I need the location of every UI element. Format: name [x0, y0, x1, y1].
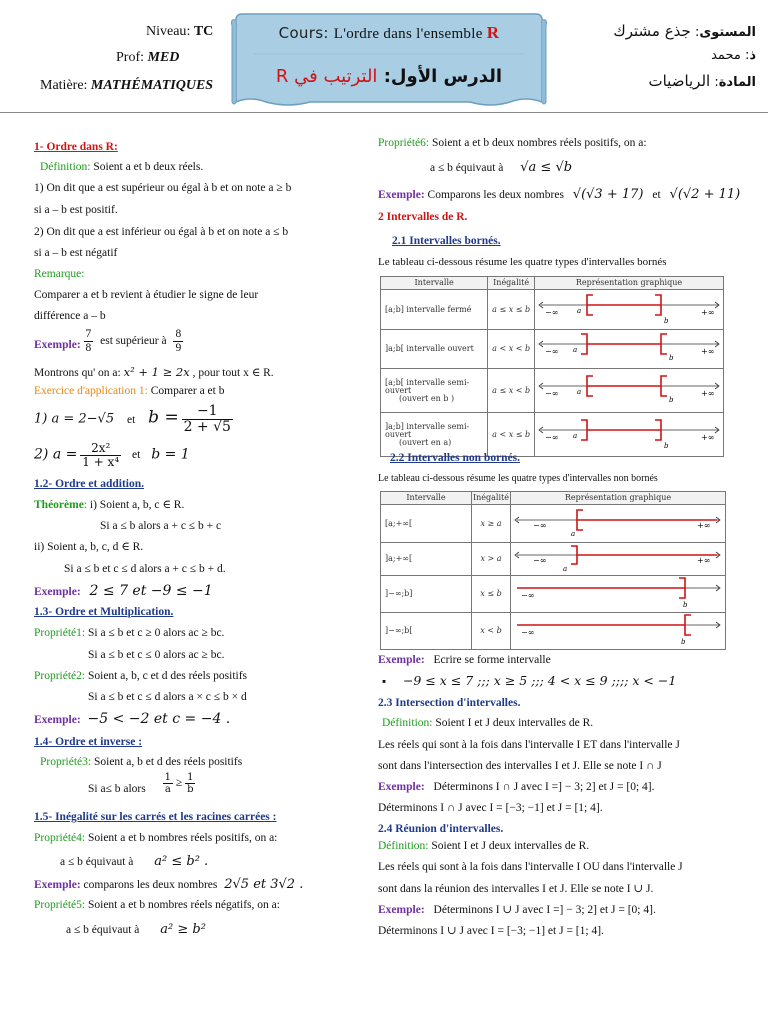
plus-infinity-label: +∞: [701, 307, 715, 317]
cours-title: L'ordre dans l'ensemble: [333, 26, 483, 42]
property-statement: a ≤ b équivaut à: [60, 856, 134, 868]
example-label: Exemple: [378, 904, 421, 916]
example-text: Déterminons I ∪ J avec I = [−3; −1] et J = [1; 4].: [378, 925, 604, 937]
point-b-label: b: [664, 441, 669, 450]
prof-line: Prof: MED: [116, 50, 180, 65]
theorem-text: ii) Soient a, b, c, d ∈ R.: [34, 541, 144, 553]
interval-inequality: x ≥ a: [472, 505, 511, 543]
property-6: Propriété6: Soient a et b deux nombres réels positifs, on a:: [378, 137, 647, 149]
exercise-1-item-1: [34, 404, 233, 436]
example-5: Exemple: Comparons les deux nombres √(√3 + 17) et √(√2 + 11): [378, 187, 741, 202]
example-expr: √(√2 + 11): [669, 187, 741, 202]
banner-course-title: Cours: L'ordre dans l'ensemble R: [278, 23, 500, 42]
arabic-teacher-label: ذ: [749, 48, 756, 63]
minus-infinity-label: −∞: [545, 432, 559, 442]
example-text: Ecrire se forme intervalle: [433, 654, 551, 666]
montrons-text: Montrons qu' on a: [34, 367, 118, 379]
minus-infinity-label: −∞: [533, 556, 547, 565]
interval-graph: [511, 505, 726, 543]
exercise-expr: 1) a = 2−√5: [34, 411, 115, 427]
point-b-label: b: [669, 354, 674, 362]
property-expr: √a ≤ √b: [520, 160, 573, 175]
definition-text: Soient I et J deux intervalles de R.: [435, 717, 594, 729]
section-1-5-title: 1.5- Inégalité sur les carrés et les racines carrées :: [34, 811, 277, 823]
table-row: [381, 369, 724, 413]
banner-arabic-title: الدرس الأول: الترتيب في R: [275, 66, 503, 87]
interval-inequality: a < x < b: [488, 330, 535, 369]
property-4-statement: [60, 855, 208, 869]
remark-label-line: Remarque:: [34, 268, 85, 280]
example-text: comparons les deux nombres: [83, 879, 218, 891]
table-row: [381, 330, 724, 369]
table-header: Intervalle: [381, 277, 488, 290]
example-label: Exemple: [378, 654, 421, 666]
property-statement: Si a≤ b alors: [88, 783, 146, 796]
property-label: Propriété2: [34, 670, 82, 682]
fraction-numerator: 1: [185, 772, 195, 784]
definition-label: Définition: [40, 161, 88, 173]
property-text: Soient a et b nombres réels négatifs, on a:: [87, 899, 280, 911]
definition-1: Définition: Soient a et b deux réels.: [40, 161, 204, 173]
section-2-1-title: 2.1 Intervalles bornés.: [392, 235, 501, 247]
matiere-line: Matière: MATHÉMATIQUES: [40, 78, 214, 93]
interval-sub: (ouvert en a): [399, 437, 452, 447]
interval-inequality: x < b: [472, 613, 511, 650]
property-statement: Si a ≤ b et c ≤ d alors a × c ≤ b × d: [88, 691, 247, 703]
point-a-label: a: [577, 306, 582, 315]
property-statement: a ≤ b équivaut à: [66, 924, 140, 936]
example-7: Exemple: Déterminons I ∩ J avec I =] − 3; 2] et J = [0; 4].: [378, 781, 655, 793]
property-expr: a² ≥ b²: [160, 922, 206, 937]
minus-infinity-label: −∞: [545, 307, 559, 317]
section-2-title: 2 Intervalles de R.: [378, 211, 468, 223]
section-2-3-title: 2.3 Intersection d'intervalles.: [378, 697, 521, 709]
minus-infinity-label: −∞: [521, 591, 535, 600]
example-8: Exemple: Déterminons I ∪ J avec I =] − 3; 2] et J = [0; 4].: [378, 904, 656, 916]
interval-sub: (ouvert en b ): [399, 393, 455, 403]
section-2-4-title: 2.4 Réunion d'intervalles.: [378, 823, 504, 835]
property-4: Propriété4: Soient a et b nombres réels positifs, on a:: [34, 832, 278, 844]
example-expr: −5 < −2 et c = −4 .: [87, 711, 231, 727]
number-line-a-closed-inf: [511, 506, 725, 540]
table-row: [381, 576, 726, 613]
montrons-line: Montrons qu' on a: x² + 1 ≥ 2x , pour tout x ∈ R.: [34, 365, 274, 379]
plus-infinity-label: +∞: [701, 388, 715, 398]
montrons-text: , pour tout x ∈ R.: [192, 367, 274, 379]
bullet-icon: ▪: [382, 676, 387, 688]
example-expr: −9 ≤ x ≤ 7 ;;; x ≥ 5 ;;; 4 < x ≤ 9 ;;;; x < −1: [402, 673, 677, 688]
definition-line: si a – b est positif.: [34, 204, 118, 216]
table-header: Représentation graphique: [511, 492, 726, 505]
theorem-statement: Si a ≤ b et c ≤ d alors a + c ≤ b + d.: [64, 563, 226, 575]
property-label: Propriété5: [34, 899, 82, 911]
property-statement: Si a ≤ b et c ≤ 0 alors ac ≥ bc.: [88, 649, 225, 661]
example-text: Déterminons I ∩ J avec I = [−3; −1] et J = [1; 4].: [378, 802, 603, 814]
fraction-denominator: 2 + √5: [183, 419, 231, 436]
theorem-statement: Si a ≤ b alors a + c ≤ b + c: [100, 520, 222, 532]
niveau-label: Niveau: [146, 24, 187, 39]
exercise-label: Exercice d'application 1: [34, 385, 145, 397]
interval-name: [a;b] intervalle fermé: [381, 290, 488, 330]
section-1-title: 1- Ordre dans R:: [34, 141, 118, 153]
matiere-label: Matière: [40, 78, 84, 93]
property-label: Propriété4: [34, 832, 82, 844]
arabic-teacher-line: ذ: محمد: [711, 48, 756, 63]
property-2: Propriété2: Soient a, b, c et d des réels positifs: [34, 670, 248, 682]
number-line-open: [535, 330, 723, 366]
remark-text: différence a – b: [34, 310, 106, 322]
interval-name: ]a;b] intervalle semi-ouvert: [385, 421, 470, 439]
fraction-2x2: [80, 442, 121, 469]
unbounded-intervals-table: [380, 491, 726, 650]
remark-text: Comparer a et b revient à étudier le signe de leur: [34, 289, 259, 301]
plus-infinity-label: +∞: [701, 432, 715, 442]
bounded-intervals-table: [380, 276, 724, 457]
table-row: [381, 290, 724, 330]
property-text: Soient a et b deux nombres réels positifs, on a:: [431, 137, 647, 149]
interval-inequality: a ≤ x ≤ b: [488, 290, 535, 330]
plus-infinity-label: +∞: [701, 347, 715, 356]
minus-infinity-label: −∞: [545, 388, 559, 398]
example-6: Exemple: Ecrire se forme intervalle: [378, 654, 551, 666]
arabic-level-line: المستوى: جذع مشترك: [613, 22, 756, 40]
table-row: [381, 613, 726, 650]
number-line-inf-b-open: [511, 613, 725, 647]
point-b-label: b: [681, 638, 686, 646]
arabic-subject-value: الرياضيات: [648, 72, 711, 90]
point-a-label: a: [571, 529, 576, 538]
exercise-et: et: [132, 449, 141, 462]
point-b-label: b: [669, 395, 674, 404]
section-2-2-title: 2.2 Intervalles non bornés.: [390, 452, 521, 464]
example-label: Exemple: [34, 586, 77, 598]
matiere-value: MATHÉMATIQUES: [90, 78, 214, 93]
example-3: Exemple: −5 < −2 et c = −4 .: [34, 711, 231, 727]
table-header-row: [381, 492, 726, 505]
section-1-2-title: 1.2- Ordre et addition.: [34, 478, 144, 490]
property-statement: a ≤ b équivaut à: [430, 162, 504, 174]
exercise-et: et: [126, 413, 136, 426]
fraction-denominator: a: [164, 784, 171, 795]
fraction-denominator: 8: [85, 341, 92, 354]
minus-infinity-label: −∞: [533, 520, 547, 530]
number-line-half-open-right: [535, 372, 723, 408]
fraction-denominator: b: [187, 784, 194, 795]
interval-graph: [535, 330, 724, 369]
interval-graph: [511, 576, 726, 613]
fraction-1-b: [185, 772, 195, 795]
point-a-label: a: [573, 431, 578, 440]
arabic-lesson-label: الدرس الأول: [390, 66, 503, 87]
fraction-denominator: 9: [175, 341, 182, 354]
theorem: Théorème: i) Soient a, b, c ∈ R.: [34, 499, 185, 511]
property-1: Propriété1: Si a ≤ b et c ≥ 0 alors ac ≥ bc.: [34, 627, 225, 639]
definition-3: Définition: Soient I et J deux intervalles de R.: [378, 840, 590, 852]
fraction-1-a: [163, 772, 173, 795]
interval-graph: [535, 290, 724, 330]
definition-line: Les réels qui sont à la fois dans l'intervalle I ET dans l'intervalle J: [378, 739, 680, 751]
fraction-b: [182, 404, 233, 436]
point-b-label: b: [664, 316, 669, 325]
interval-graph: [535, 369, 724, 413]
interval-name: ]a;+∞[: [381, 543, 472, 576]
section-1-4-title: 1.4- Ordre et inverse :: [34, 736, 143, 748]
arabic-subject-label: المادة: [718, 75, 756, 90]
table-header: Représentation graphique: [535, 277, 724, 290]
property-expr: a² ≤ b² .: [154, 854, 209, 869]
interval-inequality: a < x ≤ b: [488, 413, 535, 457]
example-1: Exemple: $\frac{7}{8}$ est supérieur à $\frac{8}{9}$: [34, 328, 182, 354]
prof-value: MED: [147, 50, 180, 65]
property-text: Si a ≤ b et c ≥ 0 alors ac ≥ bc.: [87, 627, 225, 639]
interval-name: [a;b[ intervalle semi-ouvert: [385, 377, 470, 395]
fraction-numerator: −1: [182, 404, 233, 420]
example-2: Exemple: 2 ≤ 7 et −9 ≤ −1: [34, 583, 213, 599]
example-text: Déterminons I ∪ J avec I =] − 3; 2] et J = [0; 4].: [433, 904, 656, 916]
niveau-value: TC: [193, 24, 214, 39]
example-expr: 2√5 et 3√2 .: [224, 877, 304, 892]
example-label: Exemple: [34, 714, 77, 726]
montrons-expr: x² + 1 ≥ 2x: [123, 365, 190, 379]
theorem-text: i) Soient a, b, c ∈ R.: [89, 499, 185, 511]
niveau-line: Niveau: TC: [146, 24, 214, 39]
fraction-7-8: [84, 328, 94, 354]
cours-set-symbol: R: [486, 23, 500, 42]
exercise-expr: b = 1: [151, 446, 190, 463]
table-header: Inégalité: [472, 492, 511, 505]
definition-text: Soient a et b deux réels.: [93, 161, 204, 173]
definition-line: 2) On dit que a est inférieur ou égal à b et on note a ≤ b: [34, 226, 289, 238]
interval-graph: [511, 543, 726, 576]
example-text: Déterminons I ∩ J avec I =] − 3; 2] et J = [0; 4].: [433, 781, 655, 793]
point-a-label: a: [573, 346, 578, 354]
table-header-row: [381, 277, 724, 290]
interval-name: [a;+∞[: [381, 505, 472, 543]
example-et: et: [652, 189, 661, 201]
example-label: Exemple: [34, 338, 77, 351]
interval-name: ]−∞;b]: [381, 576, 472, 613]
example-text: est supérieur à: [100, 334, 167, 347]
right-column: [378, 0, 748, 1024]
definition-2: Définition: Soient I et J deux intervalles de R.: [382, 717, 594, 729]
property-label: Propriété1: [34, 627, 82, 639]
example-expr: √(√3 + 17): [572, 187, 644, 202]
interval-name: ]−∞;b[: [381, 613, 472, 650]
interval-graph: [511, 613, 726, 650]
cours-label: Cours: [278, 24, 324, 42]
property-text: Soient a, b et d des réels positifs: [93, 756, 243, 768]
fraction-numerator: 7: [85, 328, 92, 340]
example-label: Exemple: [34, 879, 77, 891]
table-row: [381, 505, 726, 543]
definition-line: Les réels qui sont à la fois dans l'intervalle I OU dans l'intervalle J: [378, 861, 683, 873]
example-label: Exemple: [378, 189, 421, 201]
number-line-inf-b-closed: [511, 576, 725, 610]
property-label: Propriété6: [378, 137, 426, 149]
exercise-expr: 2) a =: [34, 446, 78, 463]
point-a-label: a: [577, 387, 582, 396]
fraction-denominator: 1 + x⁴: [82, 455, 120, 470]
definition-label: Définition: [378, 840, 426, 852]
definition-line: sont dans la réunion des intervalles I et J. Elle se note I ∪ J.: [378, 883, 654, 895]
table-header: Inégalité: [488, 277, 535, 290]
property-label: Propriété3: [40, 756, 88, 768]
section-2-1-text: Le tableau ci-dessous résume les quatre types d'intervalles bornés: [378, 256, 667, 268]
property-text: Soient a, b, c et d des réels positifs: [87, 670, 248, 682]
number-line-half-open-left: [535, 416, 723, 452]
property-text: Soient a et b nombres réels positifs, on a:: [87, 832, 278, 844]
fraction-8-9: [173, 328, 183, 354]
arabic-set-symbol: R: [275, 66, 289, 87]
fraction-numerator: 8: [175, 328, 182, 340]
left-column: [34, 0, 374, 1024]
section-1-3-title: 1.3- Ordre et Multiplication.: [34, 606, 174, 618]
property-5: Propriété5: Soient a et b nombres réels négatifs, on a:: [34, 899, 280, 911]
definition-text: Soient I et J deux intervalles de R.: [431, 840, 590, 852]
property-6-statement: [430, 161, 572, 175]
exercise-text: Comparer a et b: [150, 385, 225, 397]
interval-graph: [535, 413, 724, 457]
example-label: Exemple: [378, 781, 421, 793]
plus-infinity-label: +∞: [697, 520, 711, 530]
interval-name-cell: [381, 369, 488, 413]
minus-infinity-label: −∞: [545, 347, 559, 356]
property-3: Propriété3: Soient a, b et d des réels positifs: [40, 756, 243, 768]
table-row: [381, 543, 726, 576]
prof-label: Prof: [116, 50, 141, 65]
arabic-level-label: المستوى: [699, 25, 756, 40]
arabic-teacher-value: محمد: [711, 48, 741, 63]
definition-line: 1) On dit que a est supérieur ou égal à b et on note a ≥ b: [34, 182, 292, 194]
remark-label: Remarque: [34, 268, 82, 280]
example-text: Comparons les deux nombres: [427, 189, 564, 201]
minus-infinity-label: −∞: [521, 628, 535, 637]
interval-name-cell: [381, 413, 488, 457]
fraction-numerator: 2x²: [80, 442, 121, 456]
definition-label: Définition: [382, 717, 430, 729]
interval-inequality: x > a: [472, 543, 511, 576]
arabic-lesson-title: الترتيب في: [294, 66, 378, 87]
interval-inequality: a ≤ x < b: [488, 369, 535, 413]
table-header: Intervalle: [381, 492, 472, 505]
point-b-label: b: [683, 601, 688, 609]
theorem-label: Théorème: [34, 499, 84, 511]
fraction-numerator: 1: [164, 772, 171, 783]
ge-symbol: ≥: [175, 777, 183, 790]
example-6-expr-line: [382, 675, 676, 689]
table-row: [381, 413, 724, 457]
interval-name: ]a;b[ intervalle ouvert: [381, 330, 488, 369]
example-expr: 2 ≤ 7 et −9 ≤ −1: [89, 583, 213, 599]
arabic-level-value: جذع مشترك: [613, 22, 691, 40]
section-2-2-text: Le tableau ci-dessous résume les quatre types d'intervalles non bornés: [378, 473, 658, 484]
exercise-1: Exercice d'application 1: Comparer a et b: [34, 385, 225, 397]
exercise-1-item-2: [34, 442, 190, 469]
definition-line: sont dans l'intersection des intervalles I et J. Elle se note I ∩ J: [378, 760, 662, 772]
number-line-closed: [535, 291, 723, 327]
arabic-subject-line: المادة: الرياضيات: [648, 72, 756, 90]
number-line-a-open-inf: [511, 543, 725, 573]
example-4: Exemple: comparons les deux nombres 2√5 et 3√2 .: [34, 877, 304, 892]
property-3-statement: [88, 772, 195, 795]
point-a-label: a: [563, 565, 568, 573]
plus-infinity-label: +∞: [697, 556, 711, 565]
definition-line: si a – b est négatif: [34, 247, 118, 259]
exercise-expr: b =: [148, 407, 179, 428]
property-5-statement: [66, 923, 206, 937]
interval-inequality: x ≤ b: [472, 576, 511, 613]
